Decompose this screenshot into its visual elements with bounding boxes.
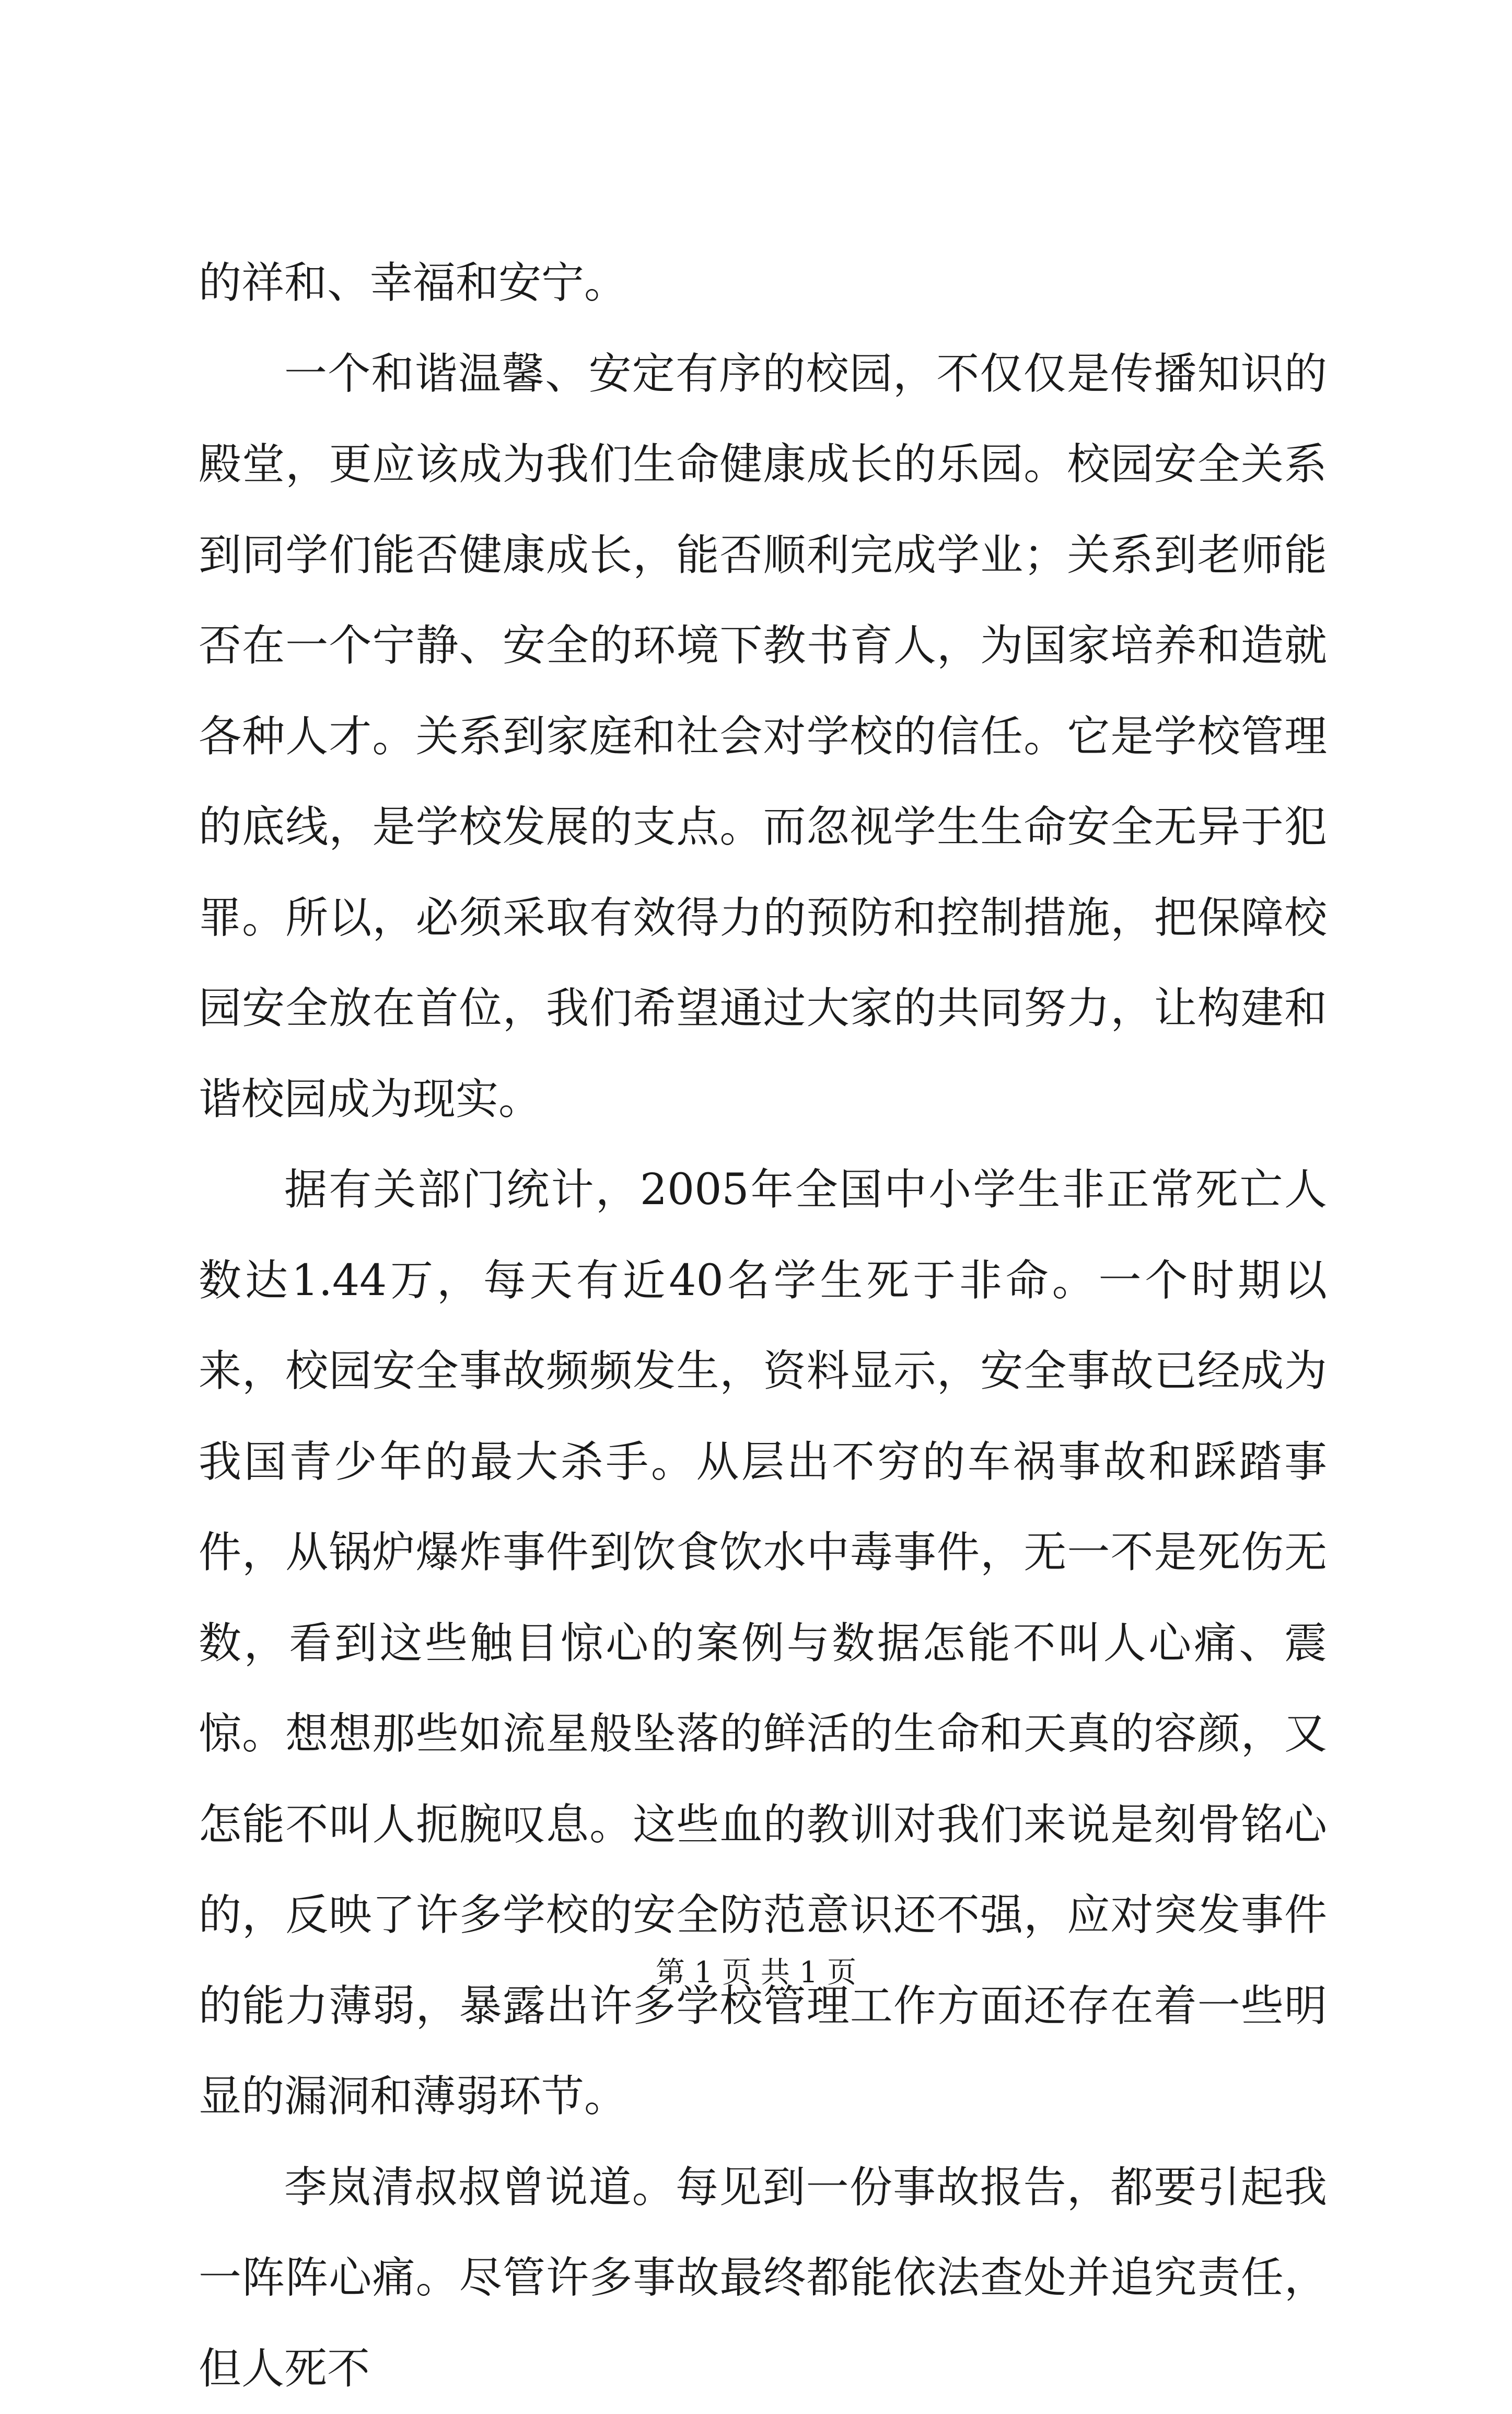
paragraph-4: 李岚清叔叔曾说道。每见到一份事故报告，都要引起我一阵阵心痛。尽管许多事故最终都能依法查处并追究责任，但人死不 <box>199 2142 1327 2414</box>
page-footer: 第 1 页 共 1 页 <box>0 1955 1512 1991</box>
document-body <box>199 238 1327 2414</box>
paragraph-3: 据有关部门统计，2005年全国中小学生非正常死亡人数达1.44万，每天有近40名学生死于非命。一个时期以来，校园安全事故频频发生，资料显示，安全事故已经成为我国青少年的最大杀手。从层出不穷的车祸事故和踩踏事件，从锅炉爆炸事件到饮食饮水中毒事件，无一不是死伤无数，看到这些触目惊心的案例与数据怎能不叫人心痛、震惊。想想那些如流星般坠落的鲜活的生命和天真的容颜，又怎能不叫人扼腕叹息。这些血的教训对我们来说是刻骨铭心的，反映了许多学校的安全防范意识还不强，应对突发事件的能力薄弱，暴露出许多学校管理工作方面还存在着一些明显的漏洞和薄弱环节。 <box>199 1145 1327 2142</box>
paragraph-1: 的祥和、幸福和安宁。 <box>199 238 1327 329</box>
paragraph-2: 一个和谐温馨、安定有序的校园，不仅仅是传播知识的殿堂，更应该成为我们生命健康成长的乐园。校园安全关系到同学们能否健康成长，能否顺利完成学业；关系到老师能否在一个宁静、安全的环境下教书育人，为国家培养和造就各种人才。关系到家庭和社会对学校的信任。它是学校管理的底线，是学校发展的支点。而忽视学生生命安全无异于犯罪。所以，必须采取有效得力的预防和控制措施，把保障校园安全放在首位，我们希望通过大家的共同努力，让构建和谐校园成为现实。 <box>199 329 1327 1145</box>
